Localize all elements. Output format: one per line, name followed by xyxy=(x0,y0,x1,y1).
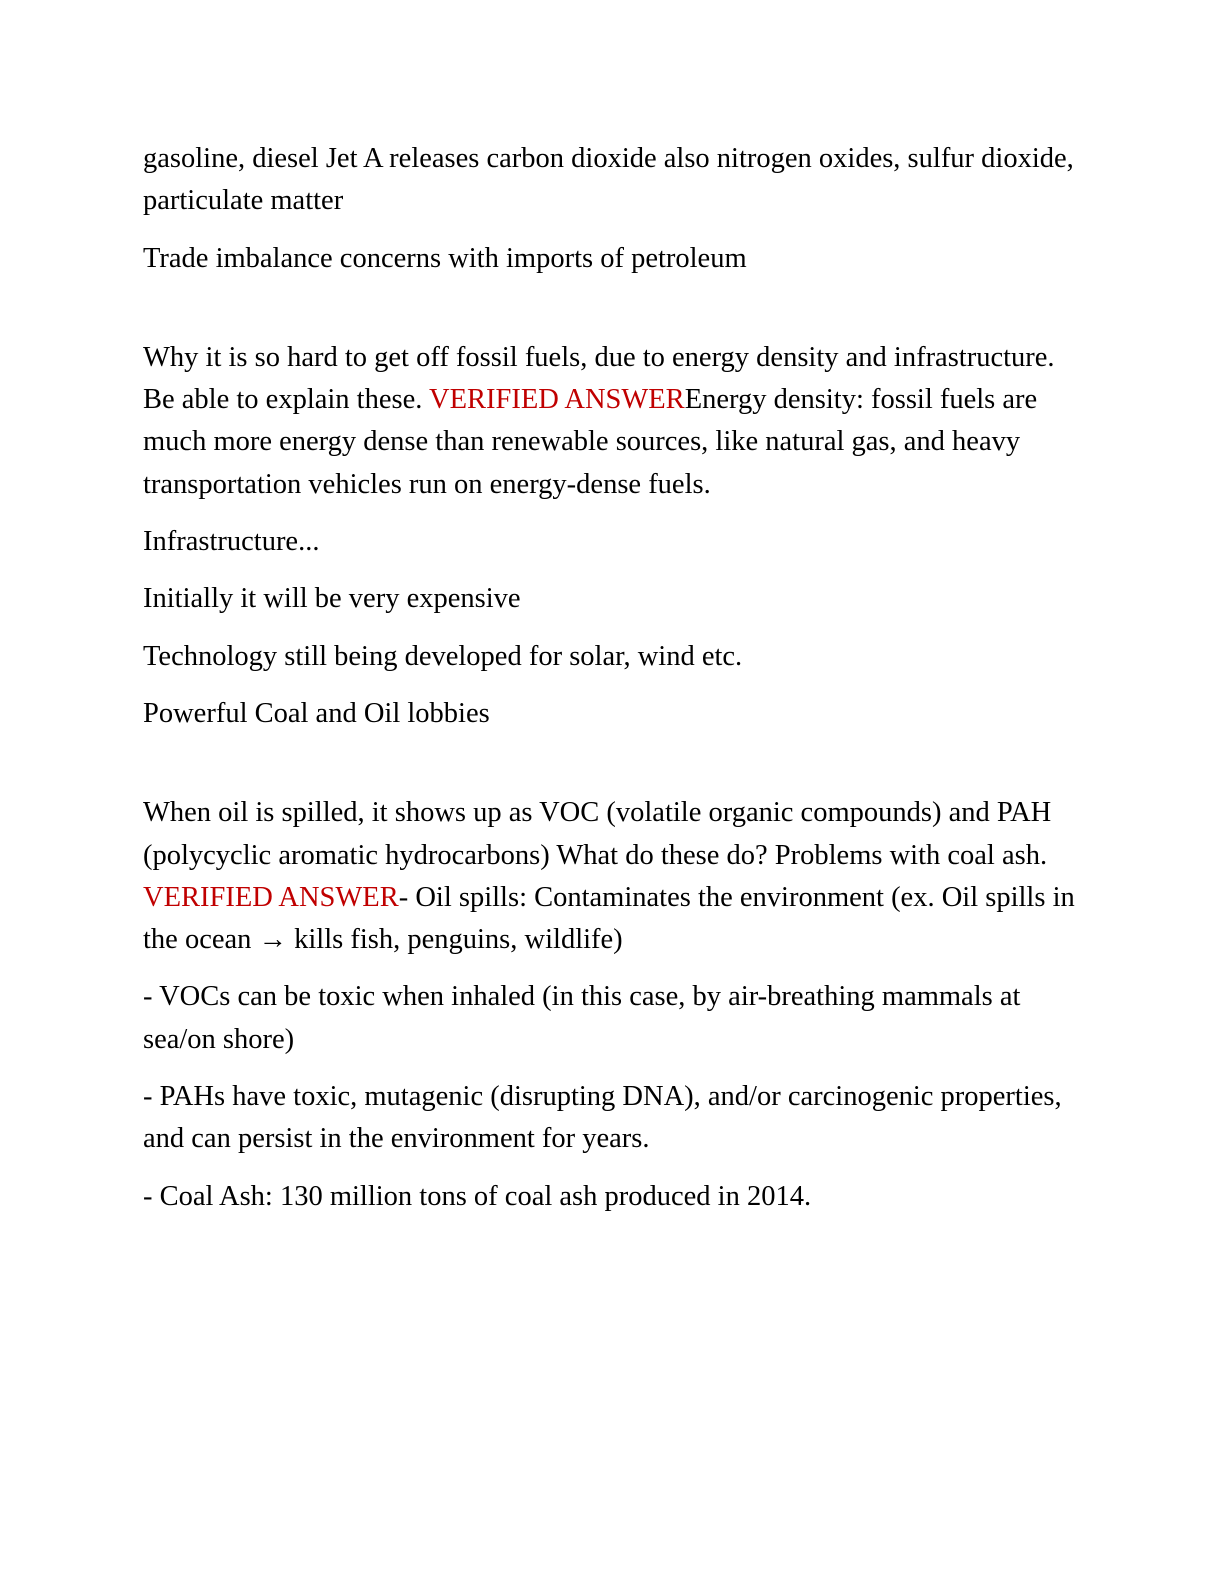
paragraph-lobbies: Powerful Coal and Oil lobbies xyxy=(143,697,490,729)
answer-text: - Oil spills: Contaminates the environment (ex. Oil spills in the ocean → kills fish, penguins, wildlife) xyxy=(143,881,1075,956)
question-fossil-fuels xyxy=(143,337,1083,506)
paragraph-coal-ash: - Coal Ash: 130 million tons of coal ash produced in 2014. xyxy=(143,1180,812,1212)
paragraph-fuel-emissions: gasoline, diesel Jet A releases carbon dioxide also nitrogen oxides, sulfur dioxide, particulate matter xyxy=(143,143,1074,217)
answer-text: Energy density: fossil fuels are much more energy dense than renewable sources, like natural gas, and heavy transportation vehicles run on energy-dense fuels. xyxy=(143,384,1038,500)
question-text: Why it is so hard to get off fossil fuels, due to energy density and infrastructure. Be able to explain these. xyxy=(143,341,1055,416)
paragraph-expensive: Initially it will be very expensive xyxy=(143,583,521,615)
paragraph-vocs: - VOCs can be toxic when inhaled (in this case, by air-breathing mammals at sea/on shore) xyxy=(143,981,1021,1055)
spacer xyxy=(143,750,1083,792)
question-oil-spills xyxy=(143,792,1083,961)
question-text: When oil is spilled, it shows up as VOC (volatile organic compounds) and PAH (polycyclic aromatic hydrocarbons) What do these do? Problems with coal ash. xyxy=(143,797,1052,871)
paragraph-technology: Technology still being developed for solar, wind etc. xyxy=(143,640,743,672)
verified-answer-label: VERIFIED ANSWER xyxy=(143,881,399,913)
paragraph-trade-imbalance: Trade imbalance concerns with imports of petroleum xyxy=(143,242,747,274)
verified-answer-label: VERIFIED ANSWER xyxy=(428,384,685,416)
document-page xyxy=(143,138,1083,1233)
paragraph-pahs: - PAHs have toxic, mutagenic (disrupting DNA), and/or carcinogenic properties, and can persist in the environment for years. xyxy=(143,1081,1062,1155)
spacer xyxy=(143,295,1083,337)
paragraph-infrastructure: Infrastructure... xyxy=(143,526,320,558)
